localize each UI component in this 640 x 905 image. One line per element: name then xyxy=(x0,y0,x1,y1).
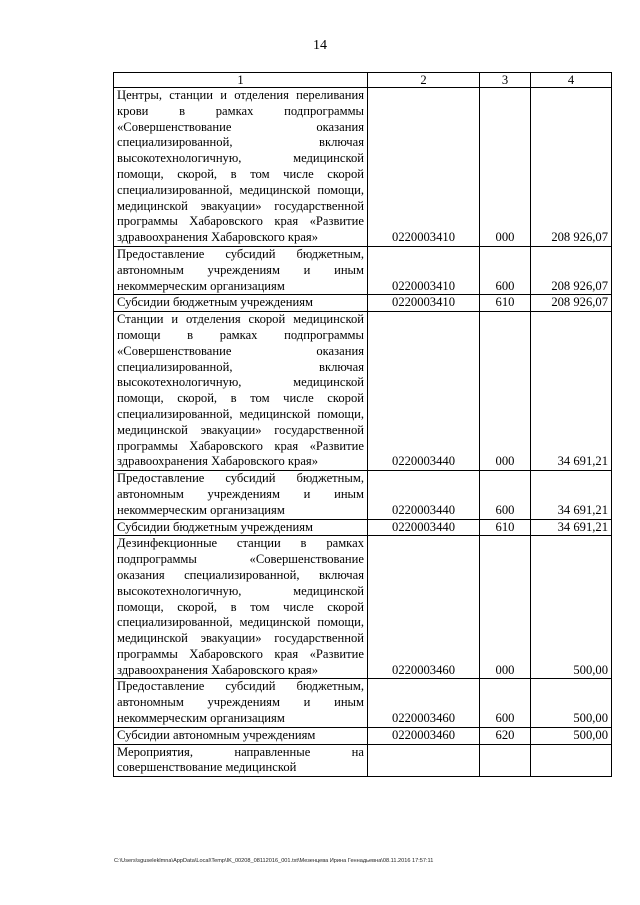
column-header-3: 3 xyxy=(480,73,531,88)
row-name-cell: Станции и отделения скорой медицинской помощи в рамках подпрограммы «Совершенствование оказания специализированной, включая высокотехнологичную, медицинской помощи, скорой, в том числе скорой специализированной, медицинской помощи, медицинской эвакуации» государственной программы Хабаровского края «Развитие здравоохранения Хабаровского края» xyxy=(114,312,368,471)
table-row xyxy=(114,312,612,471)
row-code-cell: 0220003410 xyxy=(368,295,480,312)
row-name-cell: Центры, станции и отделения переливания крови в рамках подпрограммы «Совершенствование оказания специализированной, включая высокотехнологичную, медицинской помощи, скорой, в том числе скорой специализированной, медицинской помощи, медицинской эвакуации» государственной программы Хабаровского края «Развитие здравоохранения Хабаровского края» xyxy=(114,88,368,247)
column-header-2: 2 xyxy=(368,73,480,88)
table-row xyxy=(114,536,612,679)
row-expense-type-cell: 000 xyxy=(480,536,531,679)
row-expense-type-cell: 610 xyxy=(480,519,531,536)
row-sum-cell: 208 926,07 xyxy=(531,246,612,294)
row-sum-cell: 500,00 xyxy=(531,679,612,727)
row-expense-type-cell xyxy=(480,744,531,777)
row-code-cell: 0220003440 xyxy=(368,519,480,536)
column-header-4: 4 xyxy=(531,73,612,88)
table-row xyxy=(114,88,612,247)
row-sum-cell: 208 926,07 xyxy=(531,295,612,312)
row-name-cell: Субсидии автономным учреждениям xyxy=(114,727,368,744)
row-sum-cell: 500,00 xyxy=(531,536,612,679)
table-row xyxy=(114,295,612,312)
row-code-cell: 0220003410 xyxy=(368,88,480,247)
row-code-cell: 0220003410 xyxy=(368,246,480,294)
row-name-cell: Предоставление субсидий бюджетным, автономным учреждениям и иным некоммерческим организациям xyxy=(114,471,368,519)
page-number: 14 xyxy=(313,38,327,53)
row-expense-type-cell: 600 xyxy=(480,246,531,294)
row-name-cell: Субсидии бюджетным учреждениям xyxy=(114,295,368,312)
row-code-cell: 0220003440 xyxy=(368,471,480,519)
row-sum-cell: 500,00 xyxy=(531,727,612,744)
row-name-cell: Дезинфекционные станции в рамках подпрограммы «Совершенствование оказания специализированной, включая высокотехнологичную, медицинской помощи, скорой, в том числе скорой специализированной, медицинской помощи, медицинской эвакуации» государственной программы Хабаровского края «Развитие здравоохранения Хабаровского края» xyxy=(114,536,368,679)
row-name-cell: Предоставление субсидий бюджетным, автономным учреждениям и иным некоммерческим организациям xyxy=(114,246,368,294)
file-path-footer: C:\Users\sguseleklmna\AppData\Local\Temp\IK_00208_08112016_001.txt\Мезенцева Ирина Геннадьевна\08.11.2016 17:57:11 xyxy=(114,858,434,864)
table-header-row xyxy=(114,73,612,88)
budget-table-body xyxy=(114,73,612,777)
row-expense-type-cell: 000 xyxy=(480,88,531,247)
column-header-1: 1 xyxy=(114,73,368,88)
table-row xyxy=(114,519,612,536)
row-name-cell: Субсидии бюджетным учреждениям xyxy=(114,519,368,536)
row-sum-cell: 34 691,21 xyxy=(531,312,612,471)
table-row xyxy=(114,246,612,294)
row-code-cell: 0220003440 xyxy=(368,312,480,471)
table-row xyxy=(114,471,612,519)
row-code-cell xyxy=(368,744,480,777)
row-code-cell: 0220003460 xyxy=(368,536,480,679)
row-expense-type-cell: 600 xyxy=(480,471,531,519)
table-row xyxy=(114,744,612,777)
row-sum-cell: 208 926,07 xyxy=(531,88,612,247)
row-name-cell: Предоставление субсидий бюджетным, автономным учреждениям и иным некоммерческим организациям xyxy=(114,679,368,727)
row-code-cell: 0220003460 xyxy=(368,727,480,744)
row-expense-type-cell: 610 xyxy=(480,295,531,312)
table-row xyxy=(114,679,612,727)
row-expense-type-cell: 600 xyxy=(480,679,531,727)
table-row xyxy=(114,727,612,744)
budget-table xyxy=(113,72,612,777)
row-sum-cell xyxy=(531,744,612,777)
row-expense-type-cell: 620 xyxy=(480,727,531,744)
row-expense-type-cell: 000 xyxy=(480,312,531,471)
row-code-cell: 0220003460 xyxy=(368,679,480,727)
row-name-cell: Мероприятия, направленные на совершенствование медицинской xyxy=(114,744,368,777)
row-sum-cell: 34 691,21 xyxy=(531,519,612,536)
row-sum-cell: 34 691,21 xyxy=(531,471,612,519)
